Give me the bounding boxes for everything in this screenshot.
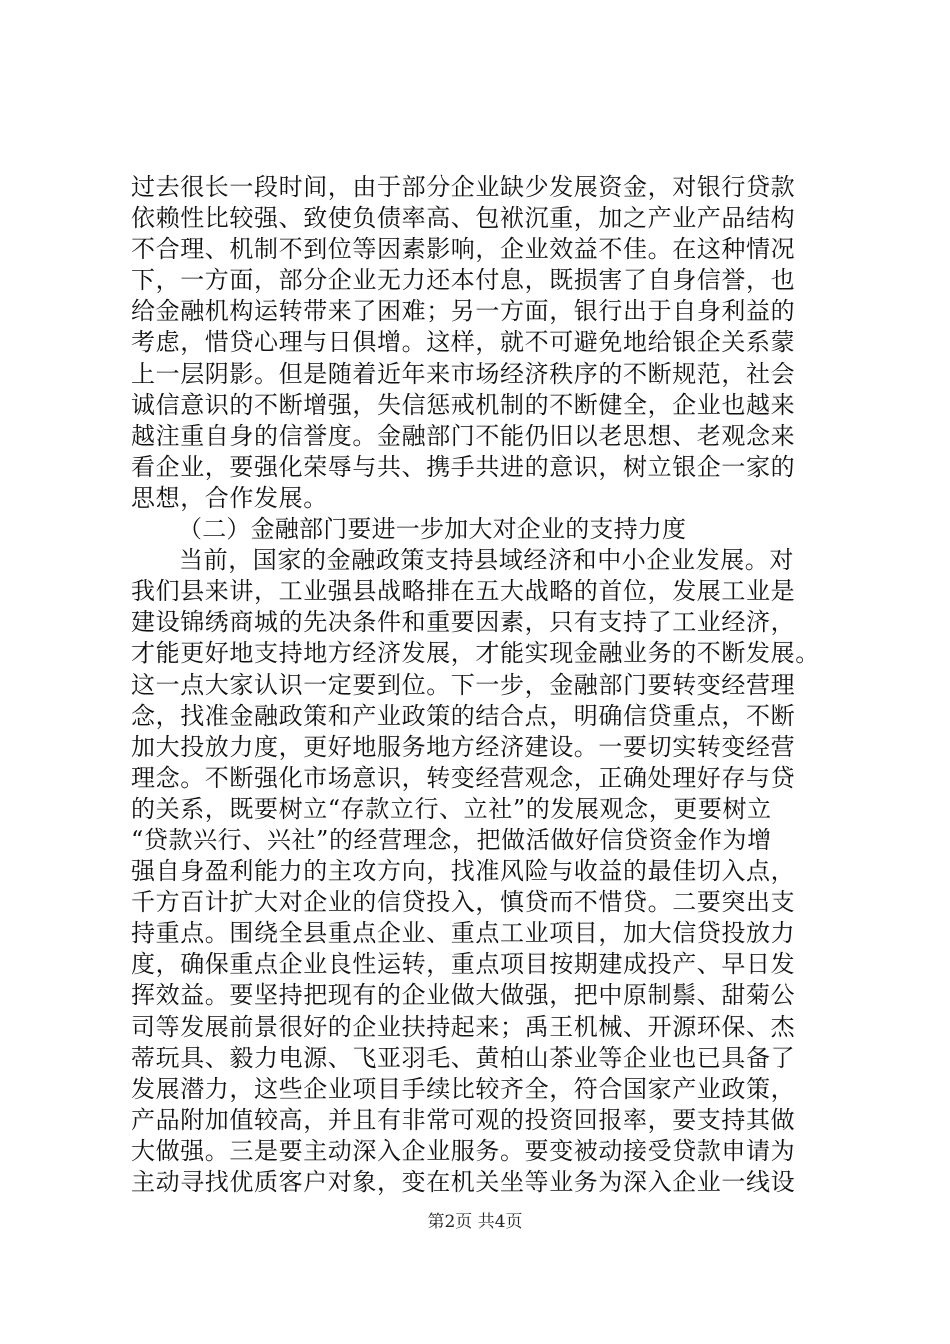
text-line: 不合理、机制不到位等因素影响，企业效益不佳。在这种情况 xyxy=(131,235,796,264)
text-line: 上一层阴影。但是随着近年来市场经济秩序的不断规范，社会 xyxy=(131,359,796,388)
text-line: 下，一方面，部分企业无力还本付息，既损害了自身信誉，也 xyxy=(131,266,796,295)
text-line: 千方百计扩大对企业的信贷投入，慎贷而不惜贷。二要突出支 xyxy=(131,888,796,917)
text-line: 思想，合作发展。 xyxy=(131,483,328,512)
body-text xyxy=(131,172,821,1198)
text-line: 蒂玩具、毅力电源、飞亚羽毛、黄柏山茶业等企业也已具备了 xyxy=(131,1043,796,1072)
text-line: 度，确保重点企业良性运转，重点项目按期建成投产、早日发 xyxy=(131,950,796,979)
text-line: 的关系，既要树立“存款立行、立社”的发展观念，更要树立 xyxy=(131,794,772,823)
text-line: 挥效益。要坚持把现有的企业做大做强，把中原制鬃、甜菊公 xyxy=(131,981,796,1010)
text-line: 越注重自身的信誉度。金融部门不能仍旧以老思想、老观念来 xyxy=(131,421,796,450)
text-line: “贷款兴行、兴社”的经营理念，把做活做好信贷资金作为增 xyxy=(131,825,772,854)
text-line: 发展潜力，这些企业项目手续比较齐全，符合国家产业政策， xyxy=(131,1074,796,1103)
text-line: 考虑，惜贷心理与日俱增。这样，就不可避免地给银企关系蒙 xyxy=(131,328,796,357)
text-line: 念，找准金融政策和产业政策的结合点，明确信贷重点，不断 xyxy=(131,701,796,730)
page-number: 第2页 共4页 xyxy=(427,1212,523,1232)
text-line: 这一点大家认识一定要到位。下一步，金融部门要转变经营理 xyxy=(131,670,796,699)
text-line: 理念。不断强化市场意识，转变经营观念，正确处理好存与贷 xyxy=(131,763,796,792)
text-line: 当前，国家的金融政策支持县域经济和中小企业发展。对 xyxy=(179,546,794,575)
text-line: 给金融机构运转带来了困难；另一方面，银行出于自身利益的 xyxy=(131,297,796,326)
text-line: 依赖性比较强、致使负债率高、包袱沉重，加之产业产品结构 xyxy=(131,204,796,233)
text-line: 主动寻找优质客户对象，变在机关坐等业务为深入企业一线设 xyxy=(131,1168,796,1196)
text-line: 持重点。围绕全县重点企业、重点工业项目，加大信贷投放力 xyxy=(131,919,796,948)
text-line: 司等发展前景很好的企业扶持起来；禹王机械、开源环保、杰 xyxy=(131,1012,796,1041)
text-line: 过去很长一段时间，由于部分企业缺少发展资金，对银行贷款 xyxy=(131,173,796,201)
text-line: 大做强。三是要主动深入企业服务。要变被动接受贷款申请为 xyxy=(131,1136,796,1165)
text-line: 加大投放力度，更好地服务地方经济建设。一要切实转变经营 xyxy=(131,732,796,761)
text-line: 我们县来讲，工业强县战略排在五大战略的首位，发展工业是 xyxy=(131,577,796,606)
text-line: 强自身盈利能力的主攻方向，找准风险与收益的最佳切入点， xyxy=(131,857,796,886)
text-line: 产品附加值较高，并且有非常可观的投资回报率，要支持其做 xyxy=(131,1105,796,1134)
section-heading: （二）金融部门要进一步加大对企业的支持力度 xyxy=(178,515,687,544)
text-line: 看企业，要强化荣辱与共、携手共进的意识，树立银企一家的 xyxy=(131,452,796,481)
text-line: 才能更好地支持地方经济发展，才能实现金融业务的不断发展。 xyxy=(131,639,820,668)
page-footer xyxy=(0,1211,950,1233)
text-line: 诚信意识的不断增强，失信惩戒机制的不断健全，企业也越来 xyxy=(131,390,796,419)
text-line: 建设锦绣商城的先决条件和重要因素，只有支持了工业经济， xyxy=(131,608,796,637)
